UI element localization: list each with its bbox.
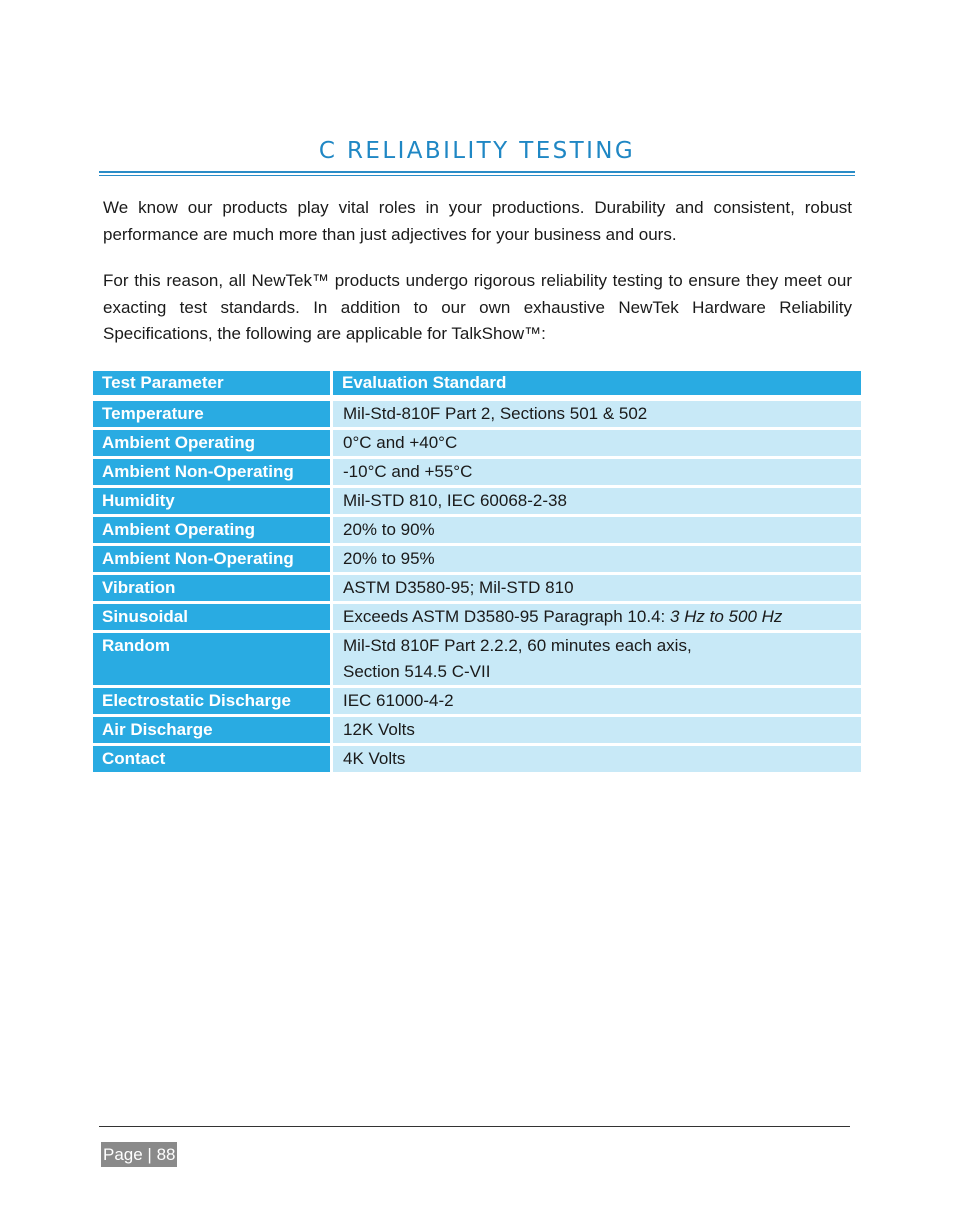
evaluation-standard-cell <box>333 633 861 686</box>
title-divider <box>99 171 855 176</box>
standard-text: Mil-Std 810F Part 2.2.2, 60 minutes each axis, <box>343 636 692 655</box>
standard-text-line2: Section 514.5 C-VII <box>343 662 491 681</box>
test-parameter-cell: Humidity <box>93 488 333 515</box>
table-row <box>93 604 861 631</box>
table-row <box>93 459 861 486</box>
table-row <box>93 575 861 602</box>
table-row <box>93 717 861 744</box>
test-parameter-cell: Electrostatic Discharge <box>93 688 333 715</box>
column-header-test-parameter: Test Parameter <box>93 371 333 396</box>
evaluation-standard-cell: 20% to 90% <box>333 517 861 544</box>
test-parameter-cell: Sinusoidal <box>93 604 333 631</box>
table-row <box>93 688 861 715</box>
test-parameter-cell: Ambient Non-Operating <box>93 459 333 486</box>
evaluation-standard-cell: 0°C and +40°C <box>333 430 861 457</box>
test-parameter-cell: Contact <box>93 746 333 773</box>
test-parameter-cell: Random <box>93 633 333 686</box>
table-row <box>93 488 861 515</box>
evaluation-standard-cell: 20% to 95% <box>333 546 861 573</box>
test-parameter-cell: Vibration <box>93 575 333 602</box>
test-parameter-cell: Ambient Non-Operating <box>93 546 333 573</box>
table-row <box>93 401 861 428</box>
evaluation-standard-cell: Mil-STD 810, IEC 60068-2-38 <box>333 488 861 515</box>
standard-text: Exceeds ASTM D3580-95 Paragraph 10.4: <box>343 607 670 626</box>
evaluation-standard-cell: 4K Volts <box>333 746 861 773</box>
evaluation-standard-cell: Mil-Std-810F Part 2, Sections 501 & 502 <box>333 401 861 428</box>
test-parameter-cell: Ambient Operating <box>93 430 333 457</box>
table-row <box>93 517 861 544</box>
reliability-table <box>93 369 861 775</box>
test-parameter-cell: Temperature <box>93 401 333 428</box>
evaluation-standard-cell: IEC 61000-4-2 <box>333 688 861 715</box>
table-header-row <box>93 371 861 396</box>
evaluation-standard-cell: -10°C and +55°C <box>333 459 861 486</box>
test-parameter-cell: Air Discharge <box>93 717 333 744</box>
frequency-range-text: 3 Hz to 500 Hz <box>669 607 783 626</box>
footer-divider <box>99 1126 850 1127</box>
table-row <box>93 430 861 457</box>
table-row <box>93 633 861 686</box>
testing-paragraph: For this reason, all NewTek™ products undergo rigorous reliability testing to ensure they meet our exacting test standards. In addition to our own exhaustive NewTek Hardware Reliability Specifications, the following are applicable for TalkShow™: <box>103 271 852 343</box>
page-title: C RELIABILITY TESTING <box>318 138 636 164</box>
page-number: Page | 88 <box>101 1142 177 1167</box>
intro-paragraph: We know our products play vital roles in your productions. Durability and consistent, robust performance are much more than just adjectives for your business and ours. <box>103 198 852 244</box>
table-row <box>93 546 861 573</box>
column-header-evaluation-standard: Evaluation Standard <box>333 371 861 396</box>
table-row <box>93 746 861 773</box>
test-parameter-cell: Ambient Operating <box>93 517 333 544</box>
evaluation-standard-cell: ASTM D3580-95; Mil-STD 810 <box>333 575 861 602</box>
evaluation-standard-cell <box>333 604 861 631</box>
evaluation-standard-cell: 12K Volts <box>333 717 861 744</box>
